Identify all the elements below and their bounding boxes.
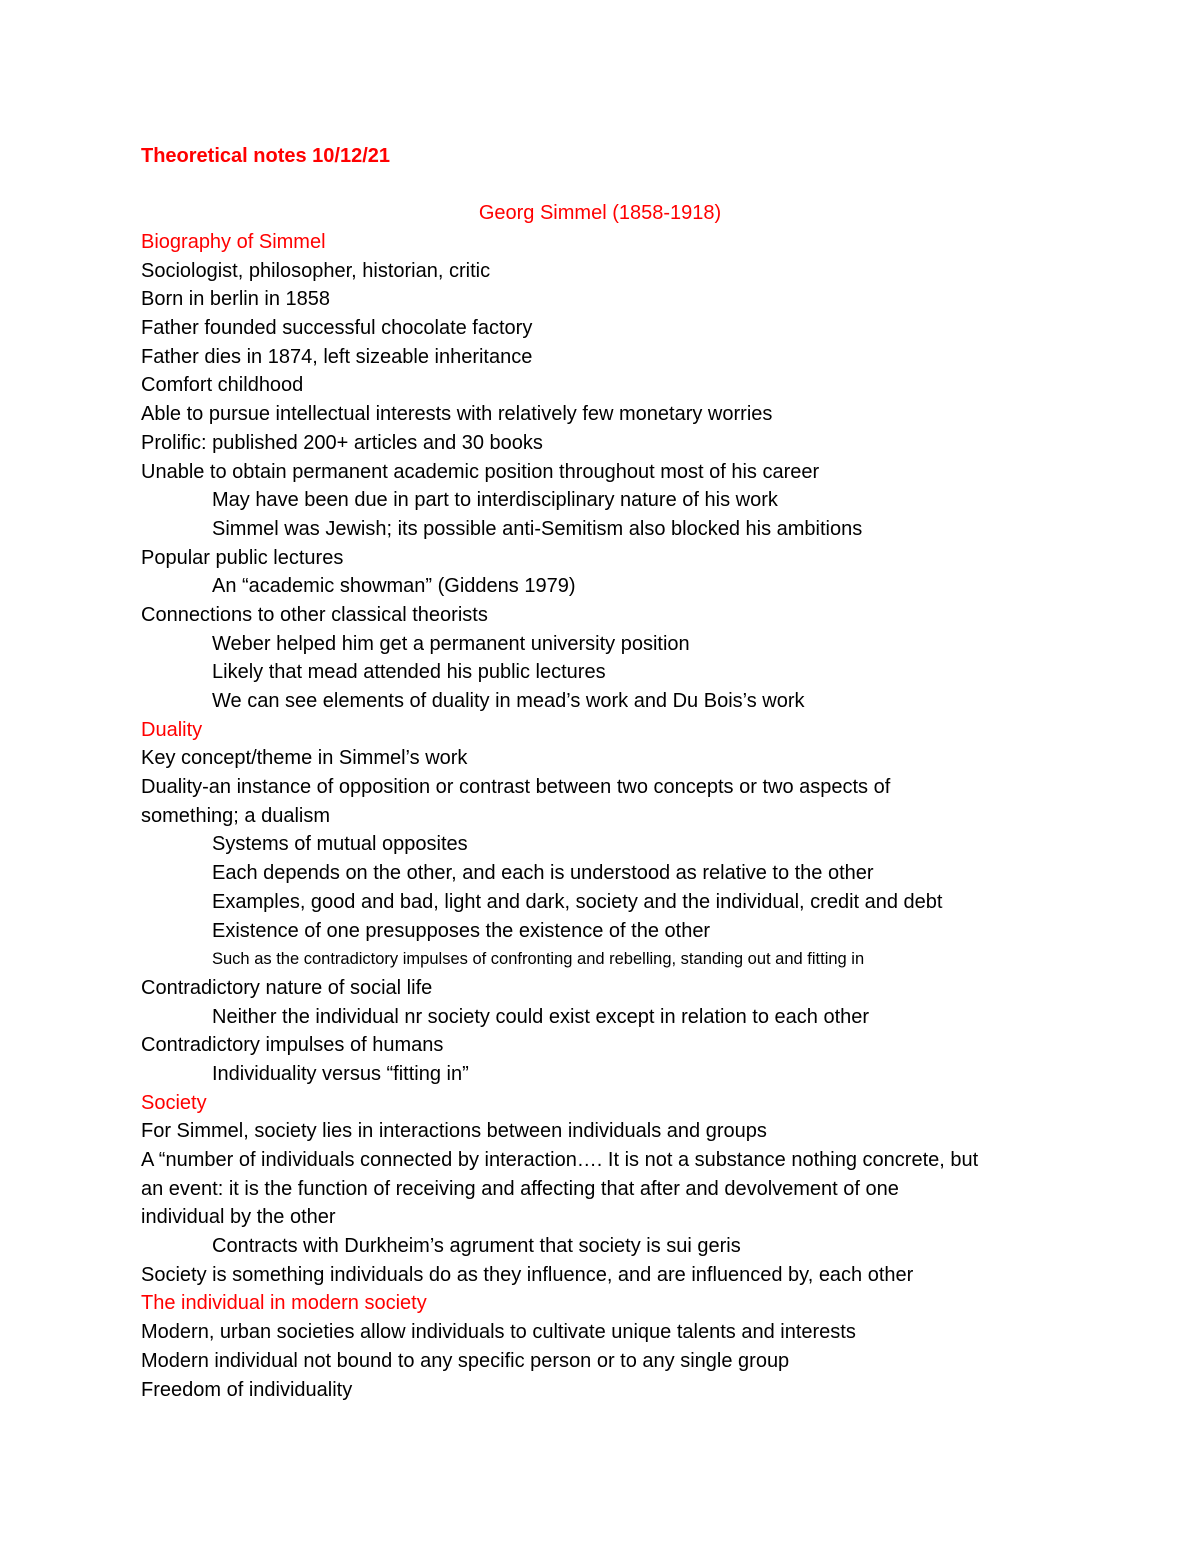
- indented-note-line: We can see elements of duality in mead’s work and Du Bois’s work: [212, 690, 805, 712]
- note-line: Comfort childhood: [141, 374, 304, 397]
- indented-note-line: Examples, good and bad, light and dark, society and the individual, credit and debt: [212, 890, 943, 913]
- indented-note-line: Each depends on the other, and each is understood as relative to the other: [212, 862, 874, 885]
- note-line: A “number of individuals connected by interaction…. It is not a substance nothing concrete, but: [141, 1149, 979, 1171]
- indented-note-line: Existence of one presupposes the existence of the other: [212, 919, 711, 942]
- note-line: something; a dualism: [141, 804, 330, 827]
- page-subtitle: Georg Simmel (1858-1918): [478, 202, 722, 224]
- indented-note-line: Systems of mutual opposites: [212, 833, 468, 856]
- indented-note-line: Weber helped him get a permanent university position: [212, 632, 690, 655]
- section-heading: The individual in modern society: [141, 1292, 427, 1315]
- note-line: Modern, urban societies allow individuals to cultivate unique talents and interests: [141, 1321, 856, 1344]
- page-title: Theoretical notes 10/12/21: [141, 145, 391, 167]
- note-line: individual by the other: [141, 1206, 336, 1229]
- note-line: Society is something individuals do as they influence, and are influenced by, each other: [141, 1263, 914, 1286]
- note-line: Prolific: published 200+ articles and 30 books: [141, 431, 543, 454]
- indented-note-line: Individuality versus “fitting in”: [212, 1062, 469, 1085]
- document-body: [141, 228, 1061, 1404]
- note-line: Unable to obtain permanent academic position throughout most of his career: [141, 460, 820, 483]
- section-heading: Society: [141, 1091, 207, 1114]
- note-line: Key concept/theme in Simmel’s work: [141, 747, 468, 770]
- note-line: Able to pursue intellectual interests with relatively few monetary worries: [141, 403, 773, 426]
- note-line: Contradictory nature of social life: [141, 976, 433, 999]
- note-line: Modern individual not bound to any specific person or to any single group: [141, 1349, 790, 1372]
- note-line: Freedom of individuality: [141, 1378, 353, 1401]
- indented-note-line: May have been due in part to interdisciplinary nature of his work: [212, 489, 778, 512]
- note-line: Popular public lectures: [141, 546, 344, 569]
- note-line: For Simmel, society lies in interactions between individuals and groups: [141, 1120, 767, 1143]
- section-heading: Duality: [141, 718, 203, 741]
- indented-note-line: Such as the contradictory impulses of confronting and rebelling, standing out and fitting in: [212, 950, 865, 969]
- note-line: Father dies in 1874, left sizeable inheritance: [141, 345, 533, 368]
- note-line: Duality-an instance of opposition or contrast between two concepts or two aspects of: [141, 776, 891, 799]
- section-heading: Biography of Simmel: [141, 231, 326, 253]
- indented-note-line: Simmel was Jewish; its possible anti-Semitism also blocked his ambitions: [212, 517, 863, 540]
- note-line: Father founded successful chocolate factory: [141, 317, 533, 340]
- note-line: Sociologist, philosopher, historian, critic: [141, 259, 491, 282]
- note-line: Contradictory impulses of humans: [141, 1034, 444, 1057]
- note-line: Connections to other classical theorists: [141, 603, 488, 626]
- note-line: Born in berlin in 1858: [141, 288, 331, 311]
- indented-note-line: Likely that mead attended his public lectures: [212, 661, 606, 684]
- note-line: an event: it is the function of receiving and affecting that after and devolvement of one: [141, 1177, 899, 1200]
- indented-note-line: Contracts with Durkheim’s agrument that society is sui geris: [212, 1235, 741, 1258]
- indented-note-line: An “academic showman” (Giddens 1979): [212, 575, 576, 598]
- indented-note-line: Neither the individual nr society could exist except in relation to each other: [212, 1005, 870, 1028]
